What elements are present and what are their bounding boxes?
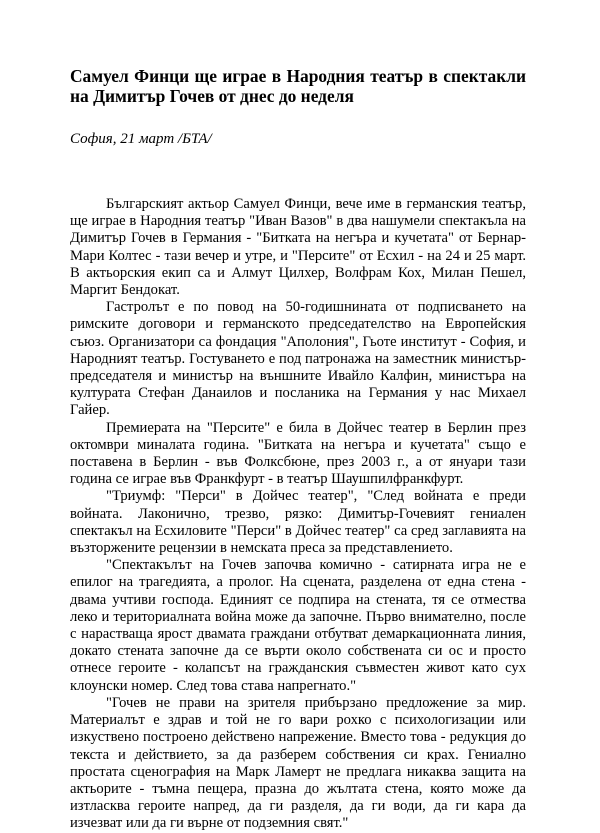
dateline: София, 21 март /БТА/ bbox=[70, 131, 212, 147]
paragraph: "Спектакълът на Гочев започва комично - сатирната игра не е епилог на трагедията, а пролог. На сцената, разделена от една стена - двама учтиви господа. Единият се подпира на стената, тя се отмества леко и териториалната война може да започне. Първо внимателно, после с нарастваща ярост двамата граждани отбутват демаркационната линия, докато стената започне да се върти около собствената си ос и просто отнесе героите - колапсът на гражданския съвместен живот като сух клоунски номер. След това става напрегнато." bbox=[70, 557, 526, 694]
paragraph: "Триумф: "Перси" в Дойчес театер", "След войната е преди войната. Лаконично, трезво, рязко: Димитър-Гочевият гениален спектакъл на Есхиловите "Перси" в Дойчес театер" са сред заглавията на възторжените рецензии в немската преса за представлението. bbox=[70, 488, 526, 557]
article bbox=[70, 66, 526, 833]
paragraph: "Гочев не прави на зрителя прибързано предложение за мир. Материалът е здрав и той не го вари рохко с психологизации или изкуствено построено действено напрежение. Вместо това - редукция до текста и действието, за да разберем собствения си крах. Гениално простата сценография на Марк Ламерт не предлага никаква защита на актьорите - тъмна пещера, празна до жълтата стена, която може да изтласква героите напред, да ги разделя, да ги води, да ги кара да изчезват или да ги върне от подземния свят." bbox=[70, 694, 526, 832]
article-title: Самуел Финци ще играе в Народния театър в спектакли на Димитър Гочев от днес до неделя bbox=[70, 66, 526, 106]
paragraph: Премиерата на "Персите" е била в Дойчес театер в Берлин през октомври миналата година. "Битката на негъра и кучетата" също е поставена в Берлин - във Фолксбюне, през 2003 г., а от януари тази година се играе във Франкфурт - в театър Шаушпилфранкфурт. bbox=[70, 419, 526, 488]
paragraph: Българският актьор Самуел Финци, вече име в германския театър, ще играе в Народния театър "Иван Вазов" в два нашумели спектакъла на Димитър Гочев в Германия - "Битката на негъра и кучетата" от Бернар-Мари Колтес - тази вечер и утре, и "Персите" от Есхил - на 24 и 25 март. В актьорския екип са и Алмут Цилхер, Волфрам Кох, Милан Пешел, Маргит Бендокат. bbox=[70, 196, 526, 299]
paragraph: Гастролът е по повод на 50-годишнината от подписването на римските договори и германското председателство на Европейския съюз. Организатори са фондация "Аполония", Гьоте институт - София, и Народният театър. Гостуването е под патронажа на заместник министър-председателя и министър на външните Ивайло Калфин, министъра на културата Стефан Данаилов и посланика на Германия у нас Михаел Гайер. bbox=[70, 299, 526, 419]
article-body bbox=[70, 196, 526, 833]
